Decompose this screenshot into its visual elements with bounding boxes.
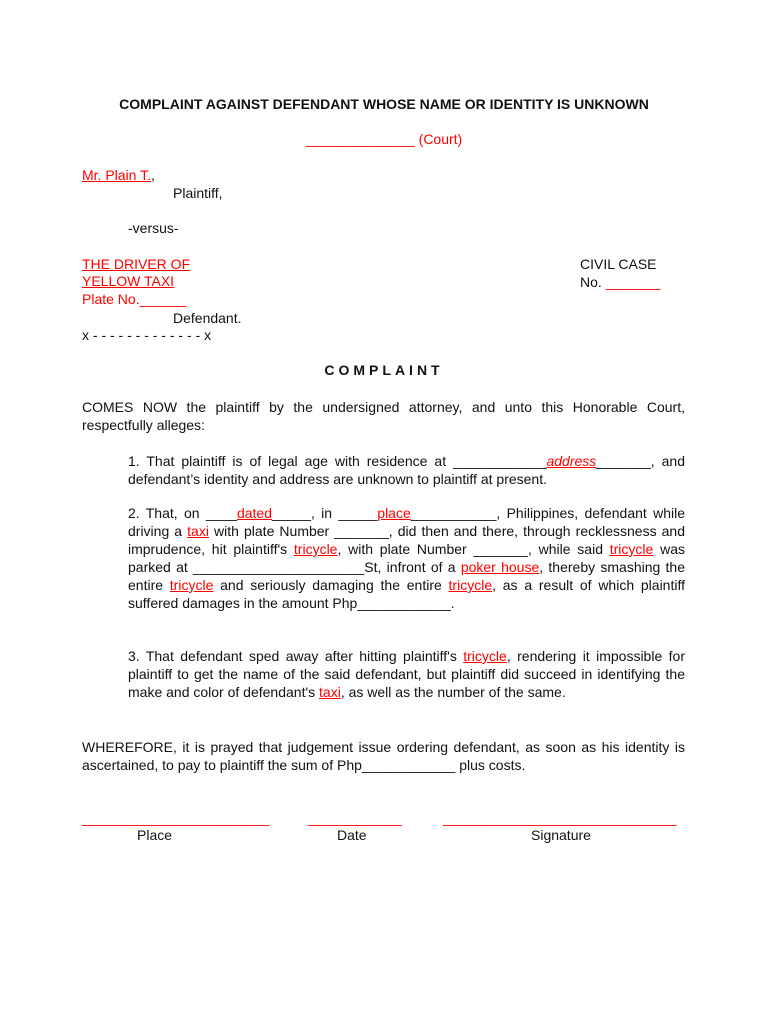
p2-text-d: with plate Number _______, did then and there, through recklessness and imprudence, hit plaintiff's <box>128 523 685 557</box>
signature-label: Signature <box>531 827 591 843</box>
signature-line: ______________________________ <box>443 810 677 826</box>
intro-paragraph: COMES NOW the plaintiff by the undersigned attorney, and unto this Honorable Court, respectfully alleges: <box>82 399 685 433</box>
defendant-line-1: THE DRIVER OF <box>82 256 191 272</box>
plaintiff-name-line <box>82 166 155 184</box>
civil-case-label: CIVIL CASE <box>580 256 657 272</box>
caption-separator: x - - - - - - - - - - - - - x <box>82 327 212 343</box>
p1-text-b: _______, and defendant’s identity and address are unknown to plaintiff at present. <box>128 453 685 487</box>
plaintiff-name: Mr. Plain T. <box>82 167 151 183</box>
p2-text-g: , thereby smashing the entire <box>128 559 686 593</box>
p1-text-a: 1. That plaintiff is of legal age with residence at ____________ <box>128 453 547 469</box>
date-label: Date <box>337 827 367 843</box>
defendant-line-2: YELLOW TAXI <box>82 273 175 289</box>
place-label: Place <box>137 827 173 843</box>
date-line: ____________ <box>308 810 402 826</box>
p2-tricycle-placeholder-2: tricycle <box>609 541 654 557</box>
place-line: ________________________ <box>82 810 269 826</box>
case-number-blank: _______ <box>605 274 661 290</box>
p2-place-placeholder: place <box>377 505 411 521</box>
p2-text-a: 2. That, on ____ <box>128 505 237 521</box>
p3-taxi-placeholder: taxi <box>319 684 341 700</box>
p1-address-placeholder: address <box>546 453 597 469</box>
paragraph-1 <box>128 452 685 488</box>
complaint-heading: COMPLAINT <box>324 362 444 378</box>
p2-text-f: was parked at ______________________St, infront of a <box>128 541 685 575</box>
court-line: ______________ (Court) <box>305 131 463 147</box>
p2-text-e: , with plate Number _______, while said <box>337 541 610 557</box>
p2-tricycle-placeholder-3: tricycle <box>169 577 214 593</box>
p2-poker-house-placeholder: poker house <box>460 559 540 575</box>
document-title: COMPLAINT AGAINST DEFENDANT WHOSE NAME OR IDENTITY IS UNKNOWN <box>119 96 649 112</box>
p3-tricycle-placeholder: tricycle <box>463 648 507 664</box>
p3-text-b: , rendering it impossible for plaintiff to get the name of the said defendant, but plaintiff did succeed in identifying the make and color of defendant's <box>128 648 685 700</box>
p2-text-c: ___________, Philippines, defendant while driving a <box>128 505 685 539</box>
p2-text-i: , as a result of which plaintiff suffered damages in the amount Php____________. <box>128 577 685 611</box>
plaintiff-comma: , <box>151 167 155 183</box>
versus-label: -versus- <box>128 220 179 236</box>
plaintiff-role: Plaintiff, <box>173 185 223 201</box>
paragraph-3 <box>128 647 685 701</box>
p2-dated-placeholder: dated <box>236 505 273 521</box>
p2-text-b: _____, in _____ <box>272 505 378 521</box>
p2-tricycle-placeholder-4: tricycle <box>448 577 493 593</box>
defendant-role: Defendant. <box>173 310 242 326</box>
p2-text-h: and seriously damaging the entire <box>213 577 449 593</box>
p2-tricycle-placeholder-1: tricycle <box>293 541 338 557</box>
p2-taxi-placeholder: taxi <box>187 523 209 539</box>
wherefore-paragraph: WHEREFORE, it is prayed that judgement issue ordering defendant, as soon as his identity is ascertained, to pay to plaintiff the sum of Php____________ plus costs. <box>82 739 685 773</box>
case-number-line <box>580 273 660 291</box>
p3-text-a: 3. That defendant sped away after hitting plaintiff's <box>128 648 464 664</box>
p3-text-c: , as well as the number of the same. <box>340 684 566 700</box>
case-number-label: No. <box>580 274 606 290</box>
paragraph-2 <box>128 504 685 612</box>
defendant-line-3: Plate No.______ <box>82 291 187 307</box>
